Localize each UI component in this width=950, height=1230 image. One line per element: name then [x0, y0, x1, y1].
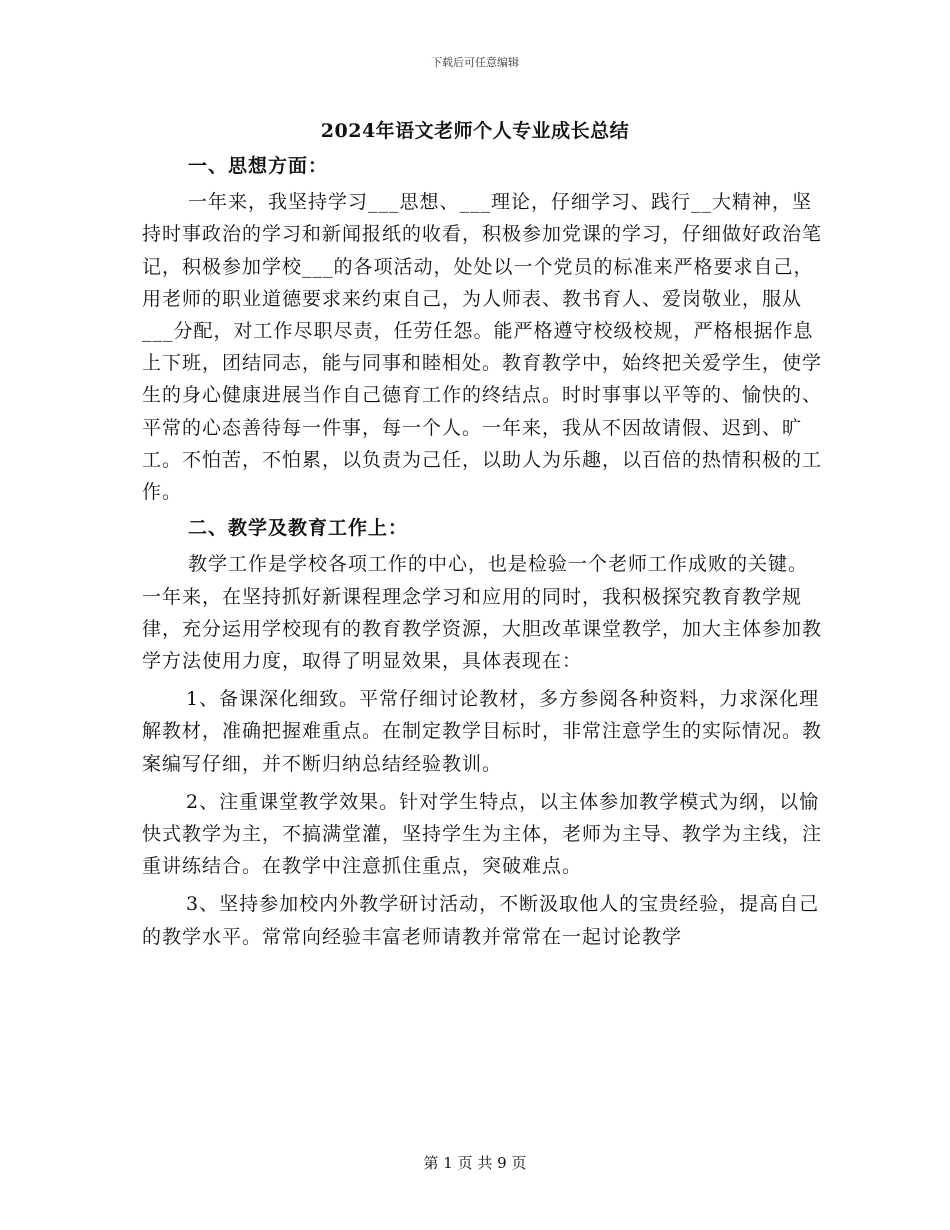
list-item: 3、坚持参加校内外教学研讨活动，不断汲取他人的宝贵经验，提高自己的教学水平。常常向经验丰富老师请教并常常在一起讨论教学	[142, 893, 820, 948]
list-item: 2、注重课堂教学效果。针对学生特点，以主体参加教学模式为纲，以愉快式教学为主，不搞满堂灌，坚持学生为主体，老师为主导、教学为主线，注重讲练结合。在教学中注意抓住重点，突破难点。	[142, 790, 823, 878]
list-item: 1、备课深化细致。平常仔细讨论教材，多方参阅各种资料，力求深化理解教材，准确把握难重点。在制定教学目标时，非常注意学生的实际情况。教案编写仔细，并不断归纳总结经验教训。	[142, 688, 823, 775]
document-body	[142, 150, 822, 953]
page-number: 第 1 页 共 9 页	[423, 1154, 527, 1172]
section-heading-teaching: 二、教学及教育工作上：	[188, 517, 409, 540]
page-header: 下载后可任意编辑	[431, 56, 519, 69]
document-title: 2024年语文老师个人专业成长总结	[320, 120, 630, 142]
section-paragraph-thought: 一年来，我坚持学习___思想、___理论，仔细学习、践行__大精神，坚持时事政治的学习和新闻报纸的收看，积极参加党课的学习，仔细做好政治笔记，积极参加学校___的各项活动，处处以一个党员的标准来严格要求自己，用老师的职业道德要求来约束自己，为人师表、教书育人、爱岗敬业，服从___分配，对工作尽职尽责，任劳任怨。能严格遵守校级校规，严格根据作息上下班，团结同志，能与同事和睦相处。教育教学中，始终把关爱学生，使学生的身心健康进展当作自己德育工作的终结点。时时事事以平等的、愉快的、平常的心态善待每一件事，每一个人。一年来，我从不因故请假、迟到、旷工。不怕苦，不怕累，以负责为己任，以助人为乐趣，以百倍的热情积极的工作。	[142, 191, 823, 504]
section-heading-thought: 一、思想方面：	[188, 155, 329, 177]
section-paragraph-teaching: 教学工作是学校各项工作的中心，也是检验一个老师工作成败的关键。一年来，在坚持抓好新课程理念学习和应用的同时，我积极探究教育教学规律，充分运用学校现有的教育教学资源，大胆改革课堂教学，加大主体参加教学方法使用力度，取得了明显效果，具体表现在：	[142, 553, 823, 673]
